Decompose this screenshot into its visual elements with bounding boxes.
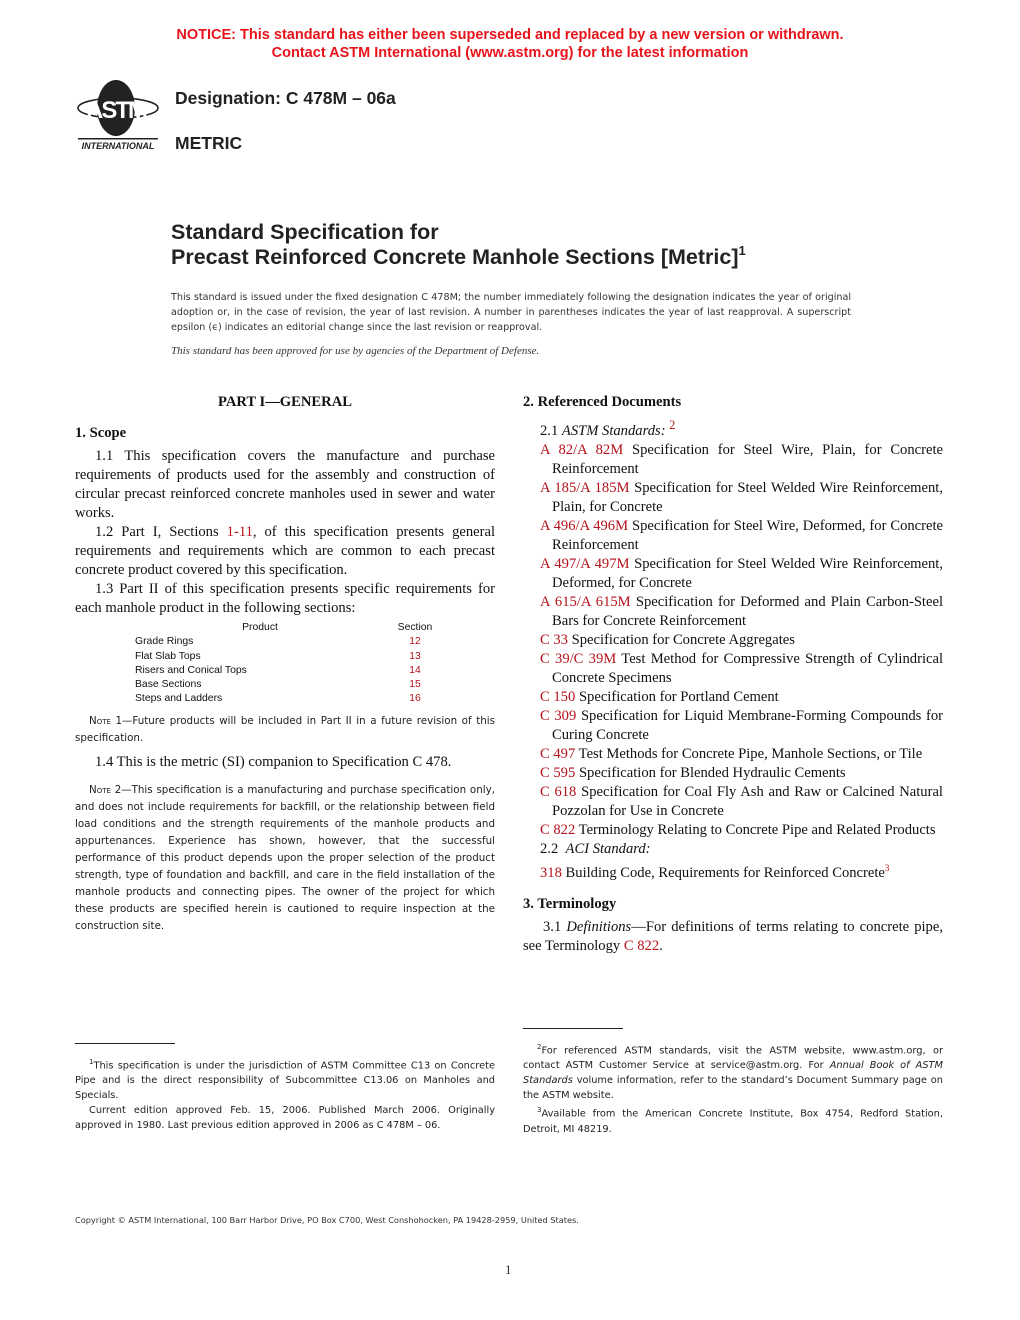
reference-item: C 39/C 39M Test Method for Compressive Strength of Cylindrical Concrete Specimens	[540, 650, 944, 686]
reference-link[interactable]: C 150	[540, 688, 576, 705]
section-link[interactable]: 13	[409, 650, 421, 662]
copyright-notice: Copyright © ASTM International, 100 Barr Harbor Drive, PO Box C700, West Conshohocken, PA 19428-2959, United States.	[75, 1215, 579, 1225]
product-cell: Base Sections	[135, 679, 202, 691]
metric-label: METRIC	[175, 133, 243, 153]
issuance-statement: This standard is issued under the fixed designation C 478M; the number immediately following the designation indicates the year of original adoption or, in the case of revision, the year of last revision. A number in parentheses indicates the year of last reapproval. A superscript epsilon (ϵ) indicates an editorial change since the last revision or reapproval.	[171, 292, 851, 333]
title-line-1: Standard Specification for	[171, 220, 439, 244]
section-link[interactable]: 16	[409, 693, 421, 705]
product-cell: Flat Slab Tops	[135, 650, 201, 662]
reference-item: A 185/A 185M Specification for Steel Welded Wire Reinforcement, Plain, for Concrete	[540, 479, 944, 515]
paragraph-2-1: 2.1 ASTM Standards: $^2$	[540, 418, 676, 439]
paragraph-1-2: 1.2 Part I, Sections 1-11, of this specification presents general requirements and requirements which are common to each precast concrete product covered by this specification.	[75, 524, 496, 578]
reference-link[interactable]: C 822	[540, 821, 576, 838]
footnote-2: $^2$For referenced ASTM standards, visit the ASTM website, www.astm.org, or contact ASTM Customer Service at service@astm.org. For Annual Book of ASTM Standards volume information, refer to the standard’s Document Summary page on the ASTM website.	[523, 1043, 943, 1102]
aci-reference-list	[523, 859, 943, 883]
reference-link[interactable]: C 309	[540, 707, 577, 724]
astm-reference-list	[523, 441, 943, 840]
document-title	[171, 220, 746, 270]
table-header-row	[135, 621, 445, 635]
footnote-divider	[523, 1028, 623, 1029]
reference-link[interactable]: A 615/A 615M	[540, 593, 631, 610]
column-header-product: Product	[242, 622, 278, 633]
section-3-heading: 3. Terminology	[523, 895, 617, 912]
dod-approval-statement: This standard has been approved for use by agencies of the Department of Defense.	[171, 345, 540, 357]
withdrawn-notice	[0, 26, 1020, 62]
right-column	[523, 393, 943, 956]
footnote-3-ref[interactable]: 3	[884, 862, 890, 873]
astm-international-logo-icon	[76, 78, 160, 152]
paragraph-1-4: 1.4 This is the metric (SI) companion to Specification C 478.	[95, 753, 452, 770]
paragraph-1-3: 1.3 Part II of this specification presents specific requirements for each manhole product in the following sections:	[75, 581, 495, 616]
table-row	[135, 664, 445, 678]
paragraph-2-2: 2.2 ACI Standard:	[540, 840, 651, 857]
product-cell: Grade Rings	[135, 636, 194, 648]
notice-line-2: Contact ASTM International (www.astm.org) for the latest information	[271, 45, 749, 61]
footnotes-left	[75, 1043, 495, 1133]
table-row	[135, 692, 445, 706]
reference-link[interactable]: A 185/A 185M	[540, 479, 630, 496]
reference-link[interactable]: A 496/A 496M	[540, 517, 629, 534]
section-1-heading: 1. Scope	[75, 425, 127, 441]
reference-item: A 497/A 497M Specification for Steel Welded Wire Reinforcement, Deformed, for Concrete	[540, 555, 944, 591]
reference-item: C 309 Specification for Liquid Membrane-Forming Compounds for Curing Concrete	[540, 707, 944, 743]
notice-line-1: NOTICE: This standard has either been superseded and replaced by a new version or withdrawn.	[176, 27, 844, 43]
page-number: 1	[505, 1262, 512, 1277]
left-column	[75, 393, 495, 935]
product-cell: Steps and Ladders	[135, 693, 223, 705]
reference-item: C 150 Specification for Portland Cement	[540, 688, 779, 705]
svg-text:INTERNATIONAL: INTERNATIONAL	[81, 141, 155, 151]
paragraph-1-1: 1.1 This specification covers the manufacture and purchase requirements of products used for the assembly and construction of circular precast reinforced concrete manholes used in sewer and water works.	[75, 448, 495, 521]
footnote-3: $^3$Available from the American Concrete Institute, Box 4754, Redford Station, Detroit, MI 48219.	[523, 1106, 943, 1135]
svg-text:ASTM: ASTM	[86, 97, 146, 124]
reference-item: C 497 Test Methods for Concrete Pipe, Manhole Sections, or Tile	[540, 745, 923, 762]
reference-item: A 615/A 615M Specification for Deformed and Plain Carbon-Steel Bars for Concrete Reinforcement	[540, 593, 943, 629]
reference-link[interactable]: A 497/A 497M	[540, 555, 630, 572]
title-line-2: Precast Reinforced Concrete Manhole Sections [Metric]$^1$	[171, 243, 746, 269]
reference-link[interactable]: C 33	[540, 631, 568, 648]
sections-1-11-link[interactable]: 1-11	[226, 524, 253, 540]
paragraph-3-1: 3.1 Definitions—For definitions of terms relating to concrete pipe, see Terminology C 822.	[523, 918, 943, 954]
reference-link[interactable]: C 618	[540, 783, 577, 800]
reference-item: C 822 Terminology Relating to Concrete Pipe and Related Products	[540, 821, 936, 838]
reference-link[interactable]: C 497	[540, 745, 576, 762]
table-row	[135, 678, 445, 692]
title-footnote-mark[interactable]: 1	[738, 243, 746, 258]
section-link[interactable]: 15	[409, 679, 421, 691]
reference-link[interactable]: A 82/A 82M	[540, 441, 624, 458]
reference-item: A 496/A 496M Specification for Steel Wire, Deformed, for Concrete Reinforcement	[540, 517, 944, 553]
reference-link[interactable]: 318	[540, 864, 562, 881]
reference-item: A 82/A 82M Specification for Steel Wire, Plain, for Concrete Reinforcement	[540, 441, 944, 477]
section-2-heading: 2. Referenced Documents	[523, 394, 682, 410]
designation: Designation: C 478M – 06a	[175, 88, 396, 108]
column-header-section: Section	[397, 622, 433, 633]
reference-item: C 33 Specification for Concrete Aggregates	[540, 631, 795, 648]
footnotes-right	[523, 1028, 943, 1137]
footnote-2-ref[interactable]: 2	[669, 418, 676, 432]
product-cell: Risers and Conical Tops	[135, 664, 247, 676]
reference-link[interactable]: C 39/C 39M	[540, 650, 617, 667]
reference-link[interactable]: C 595	[540, 764, 576, 781]
note-2: Note 2—This specification is a manufacturing and purchase specification only, and does not include requirements for backfill, or the relationship between field load conditions and the strength requirements of the manhole products and appurtenances. Experience has shown, however, that the successful performance of this product depends upon the proper selection of the product strength, type of foundation and backfill, and care in the field installation of the manhole products and connecting pipes. The owner of the project for which these products are specified herein is cautioned to require inspection at the construction site.	[75, 783, 495, 932]
note-1: Note 1—Future products will be included in Part II in a future revision of this specification.	[75, 714, 495, 744]
section-link[interactable]: 12	[409, 636, 421, 648]
footnote-divider	[75, 1043, 175, 1044]
reference-item: 318 Building Code, Requirements for Reinforced Concrete$^3$	[540, 862, 890, 881]
reference-item: C 595 Specification for Blended Hydraulic Cements	[540, 764, 846, 781]
part-heading: PART I—GENERAL	[218, 394, 352, 410]
table-row	[135, 635, 445, 649]
terminology-c822-link[interactable]: C 822	[623, 937, 660, 954]
footnote-1-edition: Current edition approved Feb. 15, 2006. Published March 2006. Originally approved in 1980. Last previous edition approved in 2006 as C 478M – 06.	[75, 1105, 495, 1132]
table-row	[135, 650, 445, 664]
product-section-table	[135, 621, 445, 707]
footnote-1: $^1$This specification is under the jurisdiction of ASTM Committee C13 on Concrete Pipe and is the direct responsibility of Subcommittee C13.06 on Manholes and Specials.	[75, 1058, 495, 1102]
section-link[interactable]: 14	[409, 664, 421, 676]
reference-item: C 618 Specification for Coal Fly Ash and Raw or Calcined Natural Pozzolan for Use in Concrete	[540, 783, 943, 819]
